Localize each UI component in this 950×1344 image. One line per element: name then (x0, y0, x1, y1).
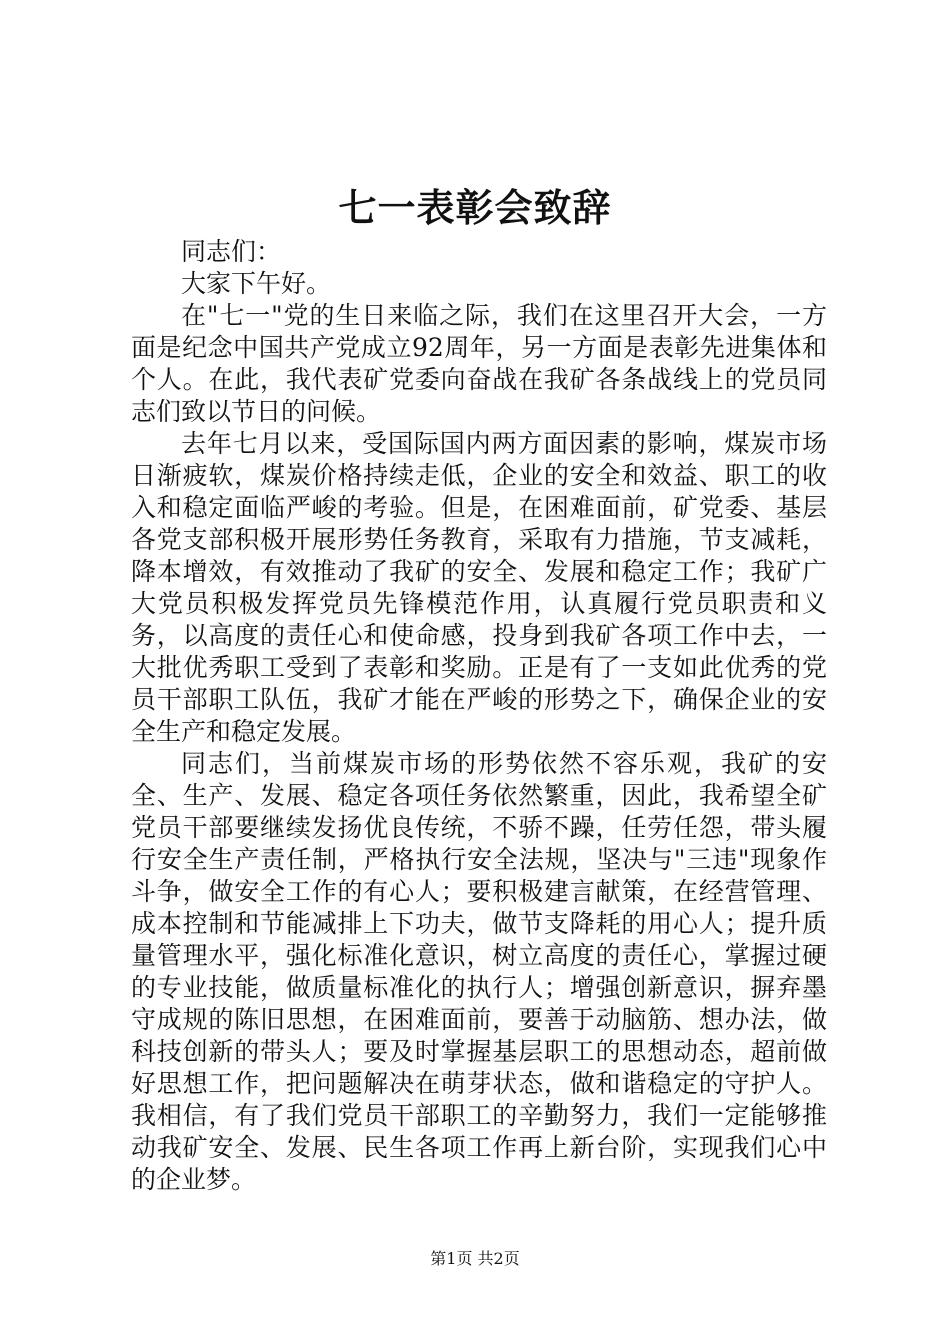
salutation-paragraph: 大家下午好。 (181, 269, 332, 298)
body-paragraph: 去年七月以来，受国际国内两方面因素的影响，煤炭市场日渐疲软，煤炭价格持续走低，企业的安全和效益、职工的收入和稳定面临严峻的考验。但是，在困难面前，矿党委、基层各党支部积极开展形势任务教育，采取有力措施，节支减耗，降本增效，有效推动了我矿的安全、发展和稳定工作；我矿广大党员积极发挥党员先锋模范作用，认真履行党员职责和义务，以高度的责任心和使命感，投身到我矿各项工作中去，一大批优秀职工受到了表彰和奖励。正是有了一支如此优秀的党员干部职工队伍，我矿才能在严峻的形势之下，确保企业的安全生产和稳定发展。 (131, 429, 827, 746)
body-paragraph: 在"七一"党的生日来临之际，我们在这里召开大会，一方面是纪念中国共产党成立92周年，另一方面是表彰先进集体和个人。在此，我代表矿党委向奋战在我矿各条战线上的党员同志们致以节日的问候。 (131, 301, 827, 426)
greeting-paragraph: 同志们： (181, 237, 282, 266)
document-body (131, 236, 827, 1196)
page-title: 七一表彰会致辞 (338, 185, 612, 230)
body-paragraph: 同志们，当前煤炭市场的形势依然不容乐观，我矿的安全、生产、发展、稳定各项任务依然繁重，因此，我希望全矿党员干部要继续发扬优良传统，不骄不躁，任劳任怨，带头履行安全生产责任制，严格执行安全法规，坚决与"三违"现象作斗争，做安全工作的有心人；要积极建言献策，在经营管理、成本控制和节能减排上下功夫，做节支降耗的用心人；提升质量管理水平，强化标准化意识，树立高度的责任心，掌握过硬的专业技能，做质量标准化的执行人；增强创新意识，摒弃墨守成规的陈旧思想，在困难面前，要善于动脑筋、想办法，做科技创新的带头人；要及时掌握基层职工的思想动态，超前做好思想工作，把问题解决在萌芽状态，做和谐稳定的守护人。我相信，有了我们党员干部职工的辛勤努力，我们一定能够推动我矿安全、发展、民生各项工作再上新台阶，实现我们心中的企业梦。 (131, 749, 827, 1194)
page-footer: 第1页 共2页 (430, 1249, 520, 1268)
